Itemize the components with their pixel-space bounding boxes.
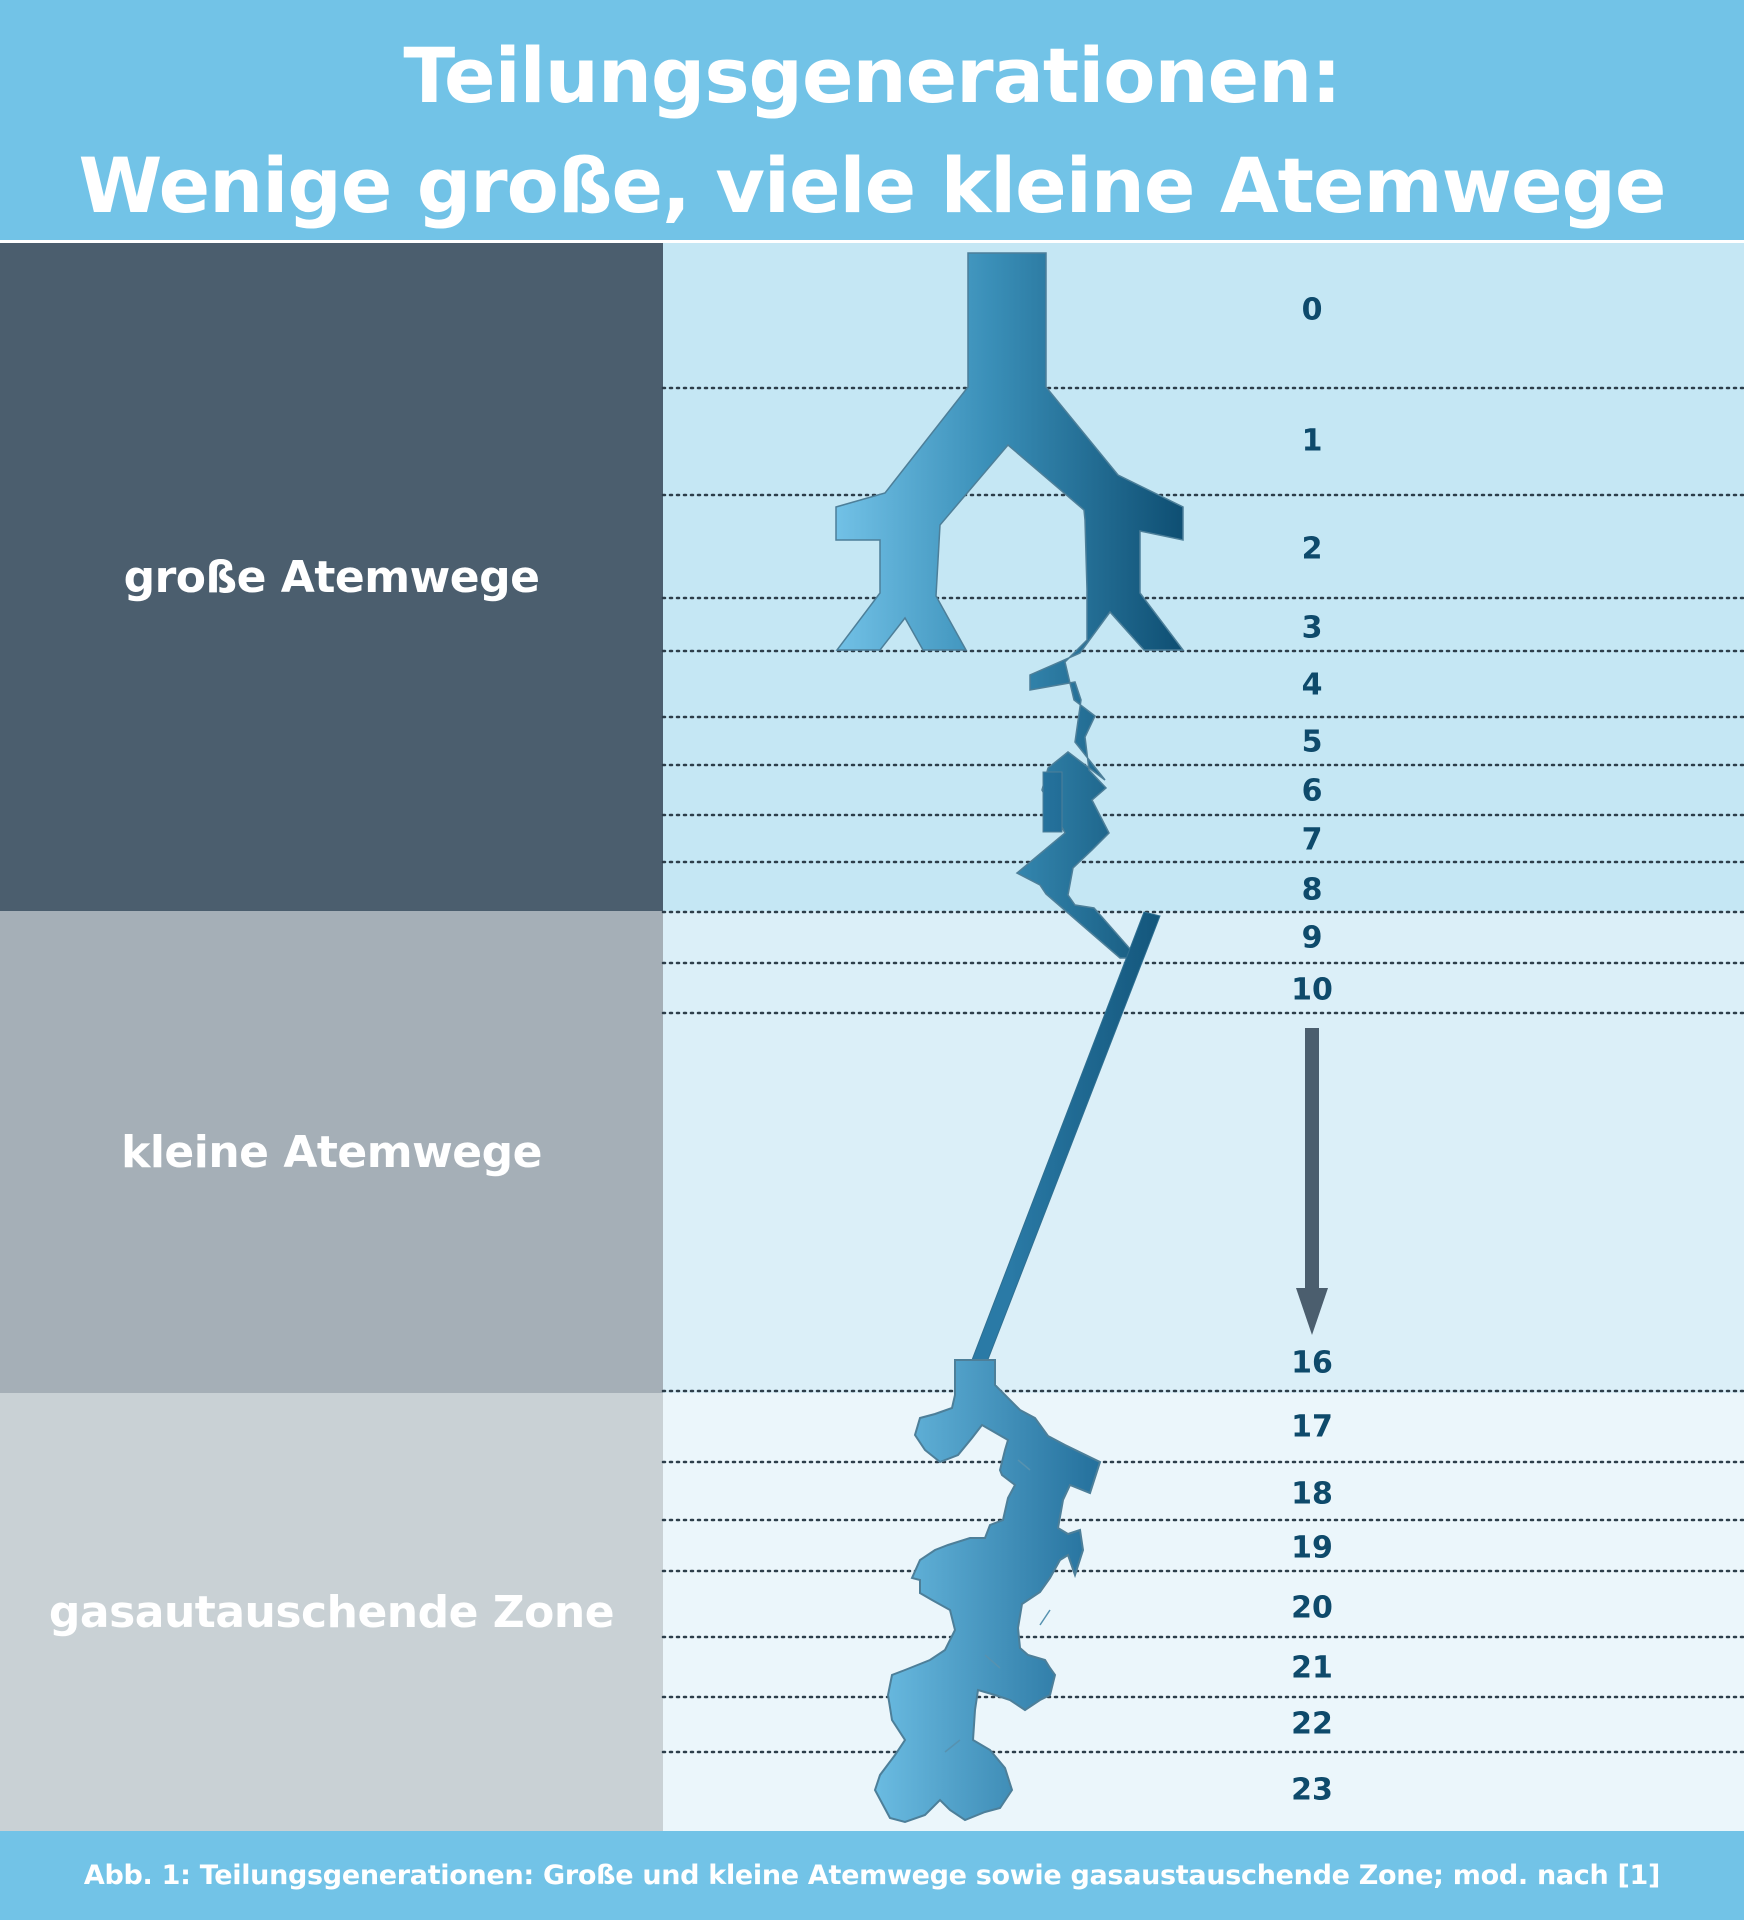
- zone-label-gasaustausch: gasautauschende Zone: [48, 1586, 615, 1638]
- generation-divider-lines: [663, 388, 1744, 1752]
- airway-trachea-bronchi: [836, 253, 1183, 958]
- generation-label-8: 8: [1301, 872, 1323, 908]
- footer-banner: [0, 1831, 1744, 1920]
- arrow-head: [1296, 1288, 1328, 1335]
- generation-label-2: 2: [1301, 531, 1323, 567]
- generation-label-7: 7: [1301, 822, 1323, 858]
- generation-label-21: 21: [1291, 1650, 1333, 1686]
- airway-branch-6: [1043, 772, 1062, 832]
- generation-label-5: 5: [1301, 724, 1323, 760]
- generation-label-0: 0: [1301, 292, 1323, 328]
- airway-tree: [836, 253, 1183, 1822]
- figure-caption: Abb. 1: Teilungsgenerationen: Große und kleine Atemwege sowie gasaustauschende Zone; mod. nach [1]: [83, 1860, 1661, 1891]
- generation-label-18: 18: [1291, 1476, 1333, 1512]
- generation-label-4: 4: [1301, 667, 1323, 703]
- generation-arrow: [1296, 1028, 1328, 1335]
- generation-label-9: 9: [1301, 920, 1323, 956]
- generation-label-20: 20: [1291, 1590, 1333, 1626]
- zone-label-kleine-atemwege: kleine Atemwege: [121, 1126, 542, 1178]
- generation-label-10: 10: [1291, 972, 1333, 1008]
- title-line-2: Wenige große, viele kleine Atemwege: [78, 141, 1666, 230]
- zone-label-grosse-atemwege: große Atemwege: [123, 551, 540, 603]
- generation-label-6: 6: [1301, 773, 1323, 809]
- generation-label-17: 17: [1291, 1409, 1333, 1445]
- arrow-shaft: [1305, 1028, 1319, 1290]
- generation-label-22: 22: [1291, 1706, 1333, 1742]
- title-line-1: Teilungsgenerationen:: [403, 31, 1341, 120]
- generation-label-19: 19: [1291, 1530, 1333, 1566]
- airway-conducting-16: [972, 912, 1160, 1362]
- generation-label-16: 16: [1291, 1345, 1333, 1381]
- generation-label-3: 3: [1301, 610, 1323, 646]
- airway-respiratory-zone: [875, 1360, 1100, 1822]
- generation-label-23: 23: [1291, 1772, 1333, 1808]
- generation-label-1: 1: [1301, 423, 1323, 459]
